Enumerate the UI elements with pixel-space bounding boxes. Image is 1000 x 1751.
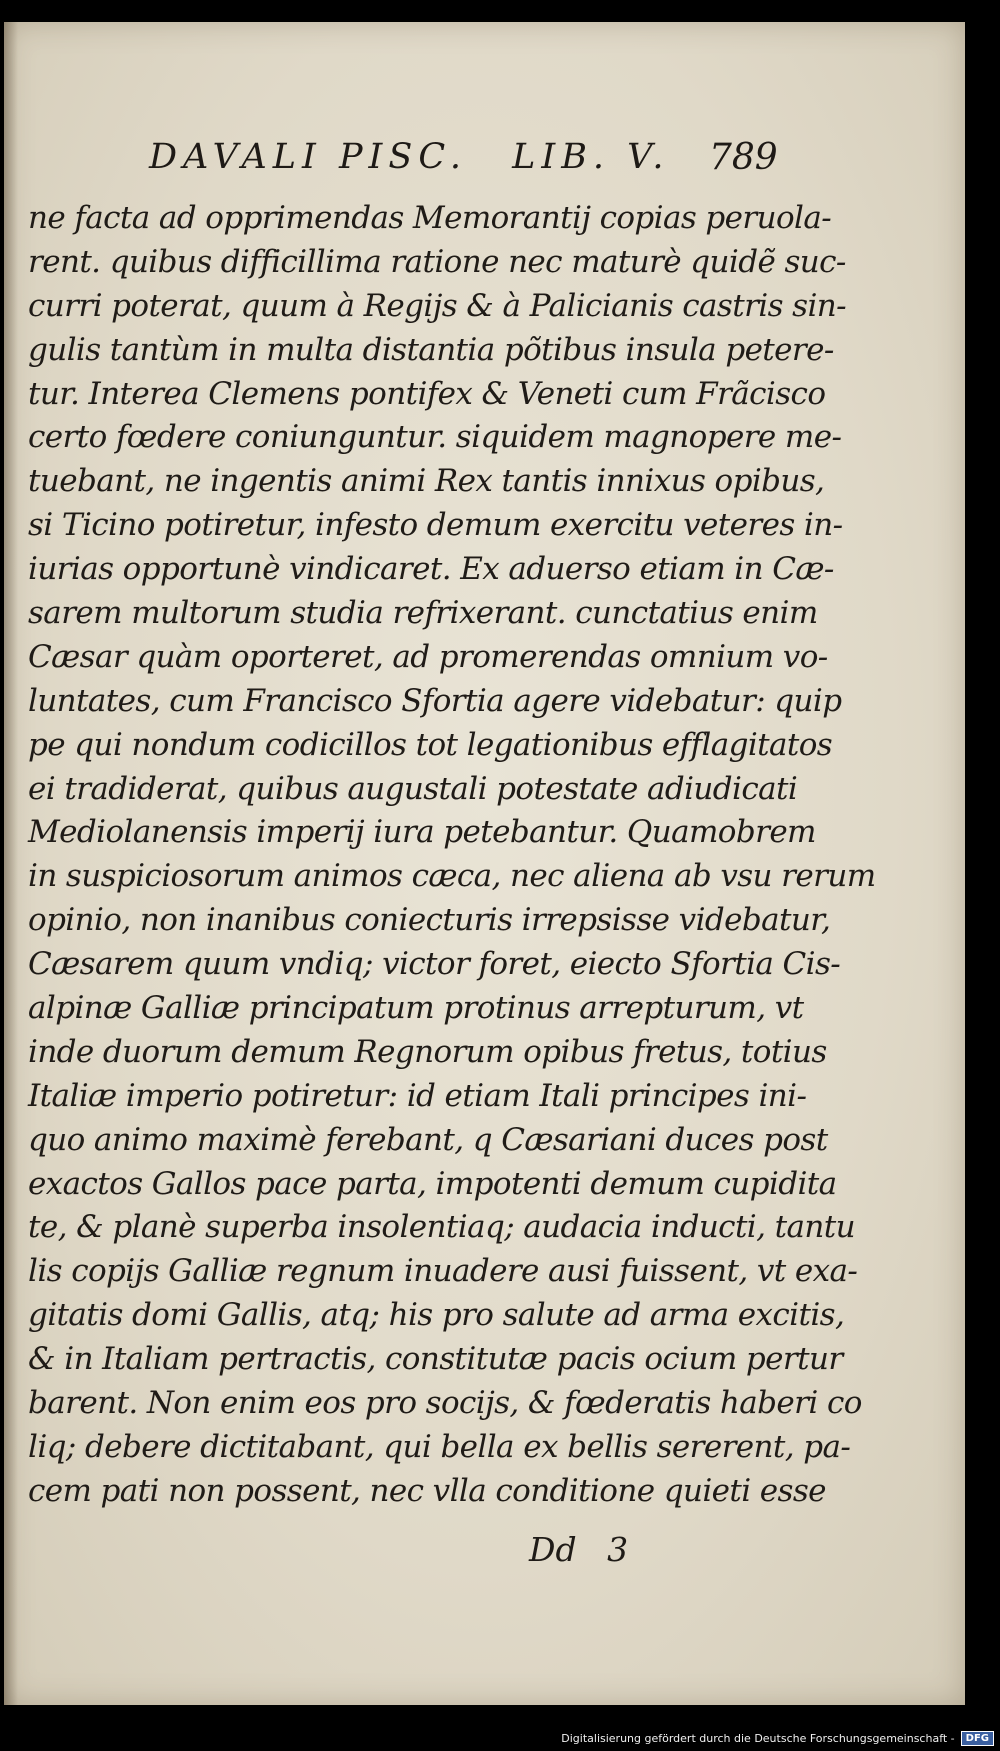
running-title-book: LIB. V. [512, 137, 670, 177]
page-number: 789 [709, 137, 778, 178]
running-title-author: DAVALI PISC. [149, 137, 467, 177]
text-line: opinio, non inanibus coniecturis irrepsisse videbatur, [28, 902, 831, 939]
text-line: quo animo maximè ferebant, q Cæsariani duces post [28, 1121, 828, 1158]
text-line: Cæsar quàm oporteret, ad promerendas omnium vo- [28, 638, 828, 675]
text-line: tur. Interea Clemens pontifex & Veneti cum Frãcisco [28, 375, 826, 412]
footer-credit: Digitalisierung gefördert durch die Deutsche Forschungsgemeinschaft - [561, 1731, 955, 1745]
text-line: iurias opportunè vindicaret. Ex aduerso etiam in Cæ- [28, 551, 834, 588]
running-title [149, 137, 669, 177]
text-line: certo fœdere coniunguntur. siquidem magnopere me- [28, 419, 842, 456]
text-line: barent. Non enim eos pro socijs, & fœderatis haberi co [28, 1385, 862, 1422]
text-line: alpinæ Galliæ principatum protinus arrepturum, vt [28, 990, 804, 1027]
footer-bar [561, 1727, 994, 1749]
text-line: si Ticino potiretur, infesto demum exercitu veteres in- [28, 507, 843, 544]
text-line: ne facta ad opprimendas Memorantij copias peruola- [28, 200, 832, 236]
text-line: gitatis domi Gallis, atq; his pro salute ad arma excitis, [28, 1297, 845, 1334]
text-line: exactos Gallos pace parta, impotenti demum cupidita [28, 1165, 837, 1202]
text-line: tuebant, ne ingentis animi Rex tantis innixus opibus, [28, 463, 825, 500]
text-line: lis copijs Galliæ regnum inuadere ausi fuissent, vt exa- [28, 1253, 858, 1290]
text-line: inde duorum demum Regnorum opibus fretus, totius [28, 1033, 827, 1070]
text-line: pe qui nondum codicillos tot legationibus efflagitatos [28, 726, 833, 763]
text-line: gulis tantùm in multa distantia põtibus insula petere- [28, 331, 834, 368]
dfg-logo: DFG [961, 1731, 994, 1746]
text-line: cem pati non possent, nec vlla conditione quieti esse [28, 1472, 826, 1509]
text-line: in suspiciosorum animos cæca, nec aliena ab vsu rerum [28, 858, 876, 895]
text-line: sarem multorum studia refrixerant. cunctatius enim [28, 595, 818, 632]
text-line: Cæsarem quum vndiq; victor foret, eiecto Sfortia Cis- [28, 946, 841, 983]
text-line: curri poterat, quum à Regijs & à Palicianis castris sin- [28, 287, 847, 324]
text-line: rent. quibus difficillima ratione nec maturè quidẽ suc- [28, 243, 846, 280]
text-line: & in Italiam pertractis, constitutæ pacis ocium pertur [28, 1341, 843, 1378]
signature-mark: Dd 3 [529, 1530, 629, 1569]
text-line: ei tradiderat, quibus augustali potestate adiudicati [28, 770, 798, 807]
body-text [28, 197, 876, 1514]
text-line: luntates, cum Francisco Sfortia agere videbatur: quip [28, 682, 842, 719]
text-line: te, & planè superba insolentiaq; audacia inducti, tantu [28, 1209, 855, 1246]
book-page [4, 22, 965, 1705]
text-line: Italiæ imperio potiretur: id etiam Itali principes ini- [28, 1077, 807, 1114]
text-line: Mediolanensis imperij iura petebantur. Quamobrem [28, 814, 816, 851]
text-line: liq; debere dictitabant, qui bella ex bellis sererent, pa- [28, 1428, 851, 1465]
